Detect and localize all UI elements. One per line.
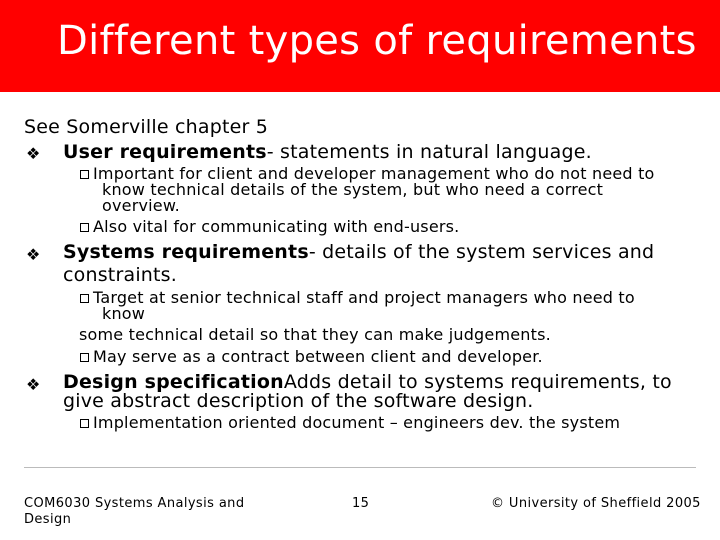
footer-copyright: © University of Sheffield 2005 bbox=[491, 496, 701, 511]
list-item-continuation: know bbox=[102, 304, 146, 323]
list-item-continuation: know technical details of the system, but who need a correct bbox=[102, 180, 604, 199]
list-item: May serve as a contract between client and developer. bbox=[80, 349, 543, 365]
title-banner bbox=[0, 0, 720, 92]
page-number: 15 bbox=[352, 496, 370, 511]
checkbox-bullet-icon bbox=[80, 223, 89, 232]
list-item: Target at senior technical staff and project managers who need to bbox=[80, 290, 635, 306]
list-item-continuation: overview. bbox=[102, 196, 180, 215]
list-item: Important for client and developer management who do not need to bbox=[80, 166, 655, 182]
section-heading: Systems requirements bbox=[63, 241, 309, 263]
checkbox-bullet-icon bbox=[80, 419, 89, 428]
diamond-bullet-icon: ❖ bbox=[26, 144, 41, 163]
footer-course-line2: Design bbox=[24, 512, 72, 527]
list-item: Also vital for communicating with end-users. bbox=[80, 219, 459, 235]
checkbox-bullet-icon bbox=[80, 170, 89, 179]
section-heading: User requirements bbox=[63, 141, 267, 163]
footer-divider bbox=[24, 467, 696, 468]
footer-course-line1: COM6030 Systems Analysis and bbox=[24, 496, 245, 511]
section-text-continuation: constraints. bbox=[63, 264, 178, 286]
checkbox-bullet-icon bbox=[80, 353, 89, 362]
footer-course bbox=[24, 496, 244, 528]
section-heading: Design specification bbox=[63, 371, 284, 393]
section-text-continuation: give abstract description of the software design. bbox=[63, 390, 534, 412]
section-text: Adds detail to systems requirements, to bbox=[283, 371, 672, 393]
list-item: Implementation oriented document – engineers dev. the system bbox=[80, 415, 620, 431]
diamond-bullet-icon: ❖ bbox=[26, 245, 41, 264]
checkbox-bullet-icon bbox=[80, 294, 89, 303]
section-text: - details of the system services and bbox=[308, 241, 655, 263]
section-systems-requirements bbox=[63, 241, 654, 263]
slide-title: Different types of requirements bbox=[57, 18, 697, 64]
list-item-continuation: some technical detail so that they can make judgements. bbox=[79, 325, 551, 344]
section-text: - statements in natural language. bbox=[266, 141, 592, 163]
intro-text: See Somerville chapter 5 bbox=[24, 116, 269, 138]
diamond-bullet-icon: ❖ bbox=[26, 375, 41, 394]
section-user-requirements bbox=[63, 141, 592, 163]
